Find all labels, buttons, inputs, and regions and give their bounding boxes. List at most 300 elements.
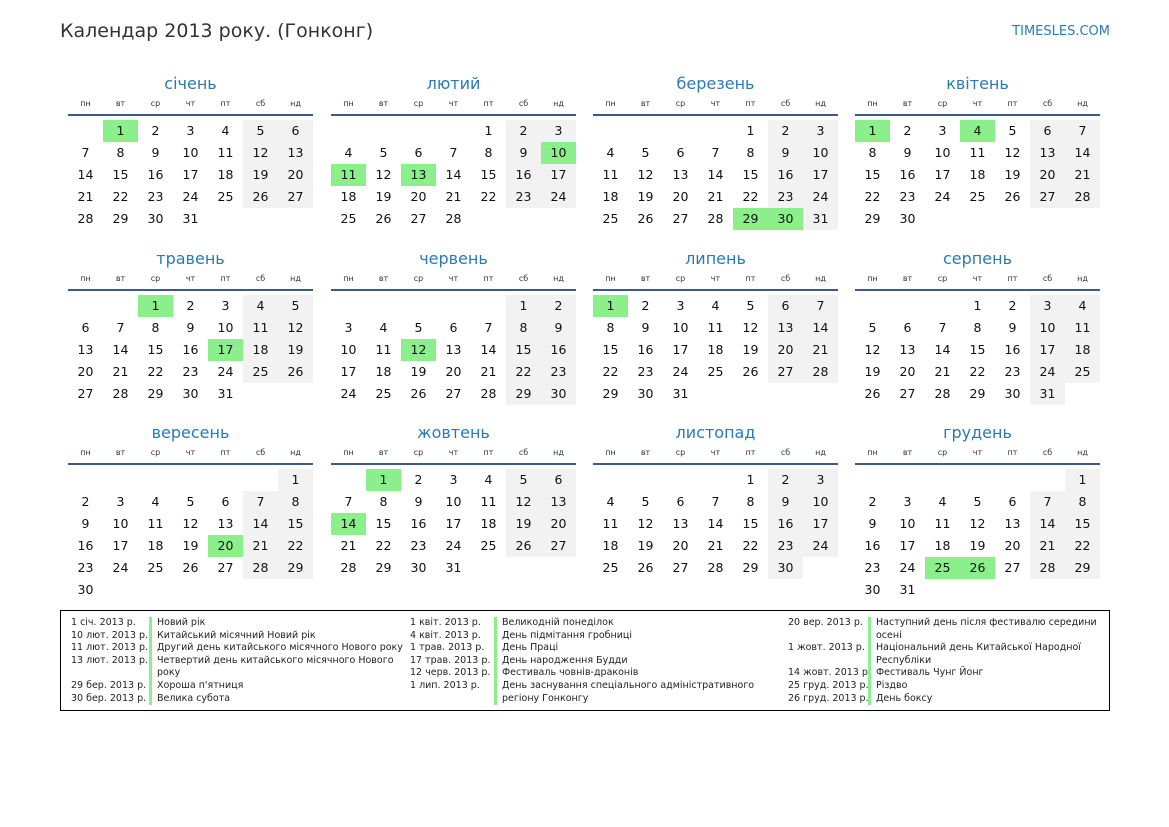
- day-cell[interactable]: 13: [77, 342, 94, 357]
- day-cell[interactable]: 28: [480, 386, 497, 401]
- day-cell[interactable]: 22: [278, 535, 313, 557]
- day-cell[interactable]: 3: [186, 123, 195, 138]
- day-cell[interactable]: 26: [278, 361, 313, 383]
- day-cell[interactable]: 23: [768, 535, 803, 557]
- holiday-day-cell[interactable]: 1: [103, 120, 138, 142]
- day-cell[interactable]: 25: [707, 364, 724, 379]
- day-cell[interactable]: 24: [899, 560, 916, 575]
- day-cell[interactable]: 4: [379, 320, 388, 335]
- day-cell[interactable]: 27: [217, 560, 234, 575]
- day-cell[interactable]: 15: [147, 342, 164, 357]
- day-cell[interactable]: 28: [707, 560, 724, 575]
- day-cell[interactable]: 9: [868, 516, 877, 531]
- day-cell[interactable]: 5: [641, 145, 650, 160]
- holiday-day-cell[interactable]: 29: [733, 208, 768, 230]
- day-cell[interactable]: 25: [243, 361, 278, 383]
- day-cell[interactable]: 9: [186, 320, 195, 335]
- day-cell[interactable]: 2: [506, 120, 541, 142]
- day-cell[interactable]: 24: [112, 560, 129, 575]
- day-cell[interactable]: 14: [934, 342, 951, 357]
- day-cell[interactable]: 8: [379, 494, 388, 509]
- day-cell[interactable]: 23: [410, 538, 427, 553]
- day-cell[interactable]: 3: [1030, 295, 1065, 317]
- day-cell[interactable]: 6: [278, 120, 313, 142]
- day-cell[interactable]: 14: [803, 317, 838, 339]
- day-cell[interactable]: 10: [934, 145, 951, 160]
- day-cell[interactable]: 20: [768, 339, 803, 361]
- day-cell[interactable]: 30: [541, 383, 576, 405]
- day-cell[interactable]: 4: [151, 494, 160, 509]
- day-cell[interactable]: 22: [742, 189, 759, 204]
- day-cell[interactable]: 14: [480, 342, 497, 357]
- day-cell[interactable]: 8: [506, 317, 541, 339]
- day-cell[interactable]: 5: [868, 320, 877, 335]
- day-cell[interactable]: 5: [379, 145, 388, 160]
- day-cell[interactable]: 14: [445, 167, 462, 182]
- day-cell[interactable]: 4: [606, 494, 615, 509]
- day-cell[interactable]: 28: [707, 211, 724, 226]
- day-cell[interactable]: 30: [410, 560, 427, 575]
- day-cell[interactable]: 19: [278, 339, 313, 361]
- day-cell[interactable]: 26: [637, 211, 654, 226]
- day-cell[interactable]: 28: [243, 557, 278, 579]
- day-cell[interactable]: 9: [506, 142, 541, 164]
- day-cell[interactable]: 12: [969, 516, 986, 531]
- day-cell[interactable]: 5: [414, 320, 423, 335]
- day-cell[interactable]: 29: [864, 211, 881, 226]
- day-cell[interactable]: 7: [711, 145, 720, 160]
- day-cell[interactable]: 24: [803, 535, 838, 557]
- day-cell[interactable]: 17: [1030, 339, 1065, 361]
- day-cell[interactable]: 17: [803, 164, 838, 186]
- day-cell[interactable]: 11: [602, 167, 619, 182]
- day-cell[interactable]: 14: [1065, 142, 1100, 164]
- day-cell[interactable]: 15: [480, 167, 497, 182]
- day-cell[interactable]: 1: [484, 123, 493, 138]
- day-cell[interactable]: 20: [1030, 164, 1065, 186]
- day-cell[interactable]: 19: [506, 513, 541, 535]
- day-cell[interactable]: 24: [182, 189, 199, 204]
- day-cell[interactable]: 6: [449, 320, 458, 335]
- holiday-day-cell[interactable]: 4: [960, 120, 995, 142]
- day-cell[interactable]: 27: [445, 386, 462, 401]
- day-cell[interactable]: 6: [414, 145, 423, 160]
- day-cell[interactable]: 19: [969, 538, 986, 553]
- holiday-day-cell[interactable]: 13: [401, 164, 436, 186]
- day-cell[interactable]: 14: [243, 513, 278, 535]
- day-cell[interactable]: 7: [116, 320, 125, 335]
- day-cell[interactable]: 3: [449, 472, 458, 487]
- day-cell[interactable]: 12: [375, 167, 392, 182]
- day-cell[interactable]: 21: [445, 189, 462, 204]
- day-cell[interactable]: 27: [410, 211, 427, 226]
- day-cell[interactable]: 22: [602, 364, 619, 379]
- day-cell[interactable]: 2: [151, 123, 160, 138]
- day-cell[interactable]: 23: [77, 560, 94, 575]
- day-cell[interactable]: 21: [480, 364, 497, 379]
- day-cell[interactable]: 8: [484, 145, 493, 160]
- day-cell[interactable]: 7: [803, 295, 838, 317]
- day-cell[interactable]: 16: [541, 339, 576, 361]
- day-cell[interactable]: 19: [1004, 167, 1021, 182]
- day-cell[interactable]: 11: [602, 516, 619, 531]
- day-cell[interactable]: 22: [969, 364, 986, 379]
- day-cell[interactable]: 4: [711, 298, 720, 313]
- day-cell[interactable]: 29: [602, 386, 619, 401]
- day-cell[interactable]: 10: [803, 491, 838, 513]
- day-cell[interactable]: 28: [934, 386, 951, 401]
- day-cell[interactable]: 21: [934, 364, 951, 379]
- day-cell[interactable]: 30: [637, 386, 654, 401]
- day-cell[interactable]: 21: [243, 535, 278, 557]
- day-cell[interactable]: 24: [340, 386, 357, 401]
- day-cell[interactable]: 30: [1004, 386, 1021, 401]
- day-cell[interactable]: 30: [147, 211, 164, 226]
- day-cell[interactable]: 20: [445, 364, 462, 379]
- day-cell[interactable]: 20: [672, 538, 689, 553]
- holiday-day-cell[interactable]: 1: [855, 120, 890, 142]
- holiday-day-cell[interactable]: 1: [138, 295, 173, 317]
- day-cell[interactable]: 10: [182, 145, 199, 160]
- day-cell[interactable]: 7: [344, 494, 353, 509]
- day-cell[interactable]: 26: [410, 386, 427, 401]
- day-cell[interactable]: 17: [934, 167, 951, 182]
- day-cell[interactable]: 26: [506, 535, 541, 557]
- day-cell[interactable]: 10: [1030, 317, 1065, 339]
- day-cell[interactable]: 19: [182, 538, 199, 553]
- day-cell[interactable]: 13: [445, 342, 462, 357]
- day-cell[interactable]: 31: [445, 560, 462, 575]
- day-cell[interactable]: 18: [243, 339, 278, 361]
- day-cell[interactable]: 10: [340, 342, 357, 357]
- day-cell[interactable]: 7: [243, 491, 278, 513]
- day-cell[interactable]: 27: [278, 186, 313, 208]
- day-cell[interactable]: 21: [707, 538, 724, 553]
- day-cell[interactable]: 31: [1030, 383, 1065, 405]
- day-cell[interactable]: 4: [344, 145, 353, 160]
- day-cell[interactable]: 13: [217, 516, 234, 531]
- day-cell[interactable]: 25: [1065, 361, 1100, 383]
- day-cell[interactable]: 24: [672, 364, 689, 379]
- day-cell[interactable]: 25: [340, 211, 357, 226]
- day-cell[interactable]: 9: [768, 491, 803, 513]
- day-cell[interactable]: 3: [676, 298, 685, 313]
- day-cell[interactable]: 6: [541, 469, 576, 491]
- holiday-day-cell[interactable]: 1: [593, 295, 628, 317]
- day-cell[interactable]: 15: [112, 167, 129, 182]
- day-cell[interactable]: 30: [864, 582, 881, 597]
- day-cell[interactable]: 24: [445, 538, 462, 553]
- day-cell[interactable]: 10: [445, 494, 462, 509]
- day-cell[interactable]: 29: [278, 557, 313, 579]
- day-cell[interactable]: 16: [768, 513, 803, 535]
- day-cell[interactable]: 26: [864, 386, 881, 401]
- day-cell[interactable]: 13: [1004, 516, 1021, 531]
- day-cell[interactable]: 27: [77, 386, 94, 401]
- day-cell[interactable]: 12: [742, 320, 759, 335]
- day-cell[interactable]: 20: [899, 364, 916, 379]
- day-cell[interactable]: 18: [217, 167, 234, 182]
- day-cell[interactable]: 20: [672, 189, 689, 204]
- day-cell[interactable]: 18: [1065, 339, 1100, 361]
- day-cell[interactable]: 18: [480, 516, 497, 531]
- holiday-day-cell[interactable]: 11: [331, 164, 366, 186]
- day-cell[interactable]: 17: [803, 513, 838, 535]
- day-cell[interactable]: 2: [903, 123, 912, 138]
- day-cell[interactable]: 9: [414, 494, 423, 509]
- day-cell[interactable]: 5: [641, 494, 650, 509]
- day-cell[interactable]: 25: [217, 189, 234, 204]
- day-cell[interactable]: 2: [768, 469, 803, 491]
- day-cell[interactable]: 9: [541, 317, 576, 339]
- day-cell[interactable]: 24: [1030, 361, 1065, 383]
- day-cell[interactable]: 16: [899, 167, 916, 182]
- day-cell[interactable]: 30: [182, 386, 199, 401]
- day-cell[interactable]: 4: [243, 295, 278, 317]
- day-cell[interactable]: 14: [707, 516, 724, 531]
- day-cell[interactable]: 14: [112, 342, 129, 357]
- day-cell[interactable]: 6: [903, 320, 912, 335]
- day-cell[interactable]: 22: [1065, 535, 1100, 557]
- day-cell[interactable]: 20: [1004, 538, 1021, 553]
- day-cell[interactable]: 23: [506, 186, 541, 208]
- day-cell[interactable]: 9: [1008, 320, 1017, 335]
- day-cell[interactable]: 15: [1065, 513, 1100, 535]
- day-cell[interactable]: 15: [375, 516, 392, 531]
- day-cell[interactable]: 26: [375, 211, 392, 226]
- day-cell[interactable]: 29: [969, 386, 986, 401]
- day-cell[interactable]: 9: [151, 145, 160, 160]
- day-cell[interactable]: 6: [1030, 120, 1065, 142]
- day-cell[interactable]: 28: [340, 560, 357, 575]
- day-cell[interactable]: 12: [637, 516, 654, 531]
- day-cell[interactable]: 5: [186, 494, 195, 509]
- day-cell[interactable]: 5: [1008, 123, 1017, 138]
- day-cell[interactable]: 28: [1065, 186, 1100, 208]
- day-cell[interactable]: 7: [449, 145, 458, 160]
- day-cell[interactable]: 26: [182, 560, 199, 575]
- day-cell[interactable]: 3: [803, 120, 838, 142]
- day-cell[interactable]: 3: [221, 298, 230, 313]
- day-cell[interactable]: 11: [147, 516, 164, 531]
- day-cell[interactable]: 23: [768, 186, 803, 208]
- day-cell[interactable]: 17: [672, 342, 689, 357]
- day-cell[interactable]: 30: [899, 211, 916, 226]
- day-cell[interactable]: 31: [217, 386, 234, 401]
- day-cell[interactable]: 23: [899, 189, 916, 204]
- day-cell[interactable]: 6: [221, 494, 230, 509]
- day-cell[interactable]: 26: [742, 364, 759, 379]
- day-cell[interactable]: 29: [375, 560, 392, 575]
- day-cell[interactable]: 30: [768, 557, 803, 579]
- day-cell[interactable]: 19: [637, 538, 654, 553]
- day-cell[interactable]: 9: [768, 142, 803, 164]
- day-cell[interactable]: 29: [742, 560, 759, 575]
- day-cell[interactable]: 8: [973, 320, 982, 335]
- day-cell[interactable]: 26: [1004, 189, 1021, 204]
- day-cell[interactable]: 6: [768, 295, 803, 317]
- day-cell[interactable]: 8: [1065, 491, 1100, 513]
- day-cell[interactable]: 1: [973, 298, 982, 313]
- day-cell[interactable]: 21: [112, 364, 129, 379]
- day-cell[interactable]: 23: [147, 189, 164, 204]
- day-cell[interactable]: 15: [864, 167, 881, 182]
- day-cell[interactable]: 28: [77, 211, 94, 226]
- day-cell[interactable]: 29: [112, 211, 129, 226]
- day-cell[interactable]: 10: [217, 320, 234, 335]
- day-cell[interactable]: 2: [186, 298, 195, 313]
- day-cell[interactable]: 13: [278, 142, 313, 164]
- day-cell[interactable]: 11: [707, 320, 724, 335]
- day-cell[interactable]: 11: [969, 145, 986, 160]
- day-cell[interactable]: 2: [541, 295, 576, 317]
- day-cell[interactable]: 9: [641, 320, 650, 335]
- day-cell[interactable]: 15: [969, 342, 986, 357]
- day-cell[interactable]: 13: [768, 317, 803, 339]
- day-cell[interactable]: 3: [803, 469, 838, 491]
- day-cell[interactable]: 12: [182, 516, 199, 531]
- day-cell[interactable]: 18: [934, 538, 951, 553]
- day-cell[interactable]: 28: [445, 211, 462, 226]
- day-cell[interactable]: 15: [506, 339, 541, 361]
- holiday-day-cell[interactable]: 26: [960, 557, 995, 579]
- day-cell[interactable]: 1: [746, 472, 755, 487]
- day-cell[interactable]: 21: [340, 538, 357, 553]
- day-cell[interactable]: 20: [410, 189, 427, 204]
- day-cell[interactable]: 12: [278, 317, 313, 339]
- day-cell[interactable]: 31: [182, 211, 199, 226]
- day-cell[interactable]: 29: [1065, 557, 1100, 579]
- day-cell[interactable]: 18: [969, 167, 986, 182]
- day-cell[interactable]: 3: [938, 123, 947, 138]
- day-cell[interactable]: 11: [480, 494, 497, 509]
- day-cell[interactable]: 25: [480, 538, 497, 553]
- day-cell[interactable]: 5: [243, 120, 278, 142]
- day-cell[interactable]: 19: [742, 342, 759, 357]
- day-cell[interactable]: 7: [711, 494, 720, 509]
- day-cell[interactable]: 2: [768, 120, 803, 142]
- day-cell[interactable]: 22: [864, 189, 881, 204]
- day-cell[interactable]: 27: [672, 560, 689, 575]
- day-cell[interactable]: 6: [1008, 494, 1017, 509]
- day-cell[interactable]: 1: [746, 123, 755, 138]
- holiday-day-cell[interactable]: 17: [208, 339, 243, 361]
- day-cell[interactable]: 13: [672, 167, 689, 182]
- holiday-day-cell[interactable]: 14: [331, 513, 366, 535]
- day-cell[interactable]: 22: [112, 189, 129, 204]
- day-cell[interactable]: 6: [676, 494, 685, 509]
- day-cell[interactable]: 3: [116, 494, 125, 509]
- day-cell[interactable]: 20: [278, 164, 313, 186]
- day-cell[interactable]: 27: [1030, 186, 1065, 208]
- day-cell[interactable]: 19: [637, 189, 654, 204]
- day-cell[interactable]: 19: [410, 364, 427, 379]
- holiday-day-cell[interactable]: 25: [925, 557, 960, 579]
- day-cell[interactable]: 27: [899, 386, 916, 401]
- day-cell[interactable]: 1: [278, 469, 313, 491]
- day-cell[interactable]: 1: [506, 295, 541, 317]
- day-cell[interactable]: 23: [864, 560, 881, 575]
- day-cell[interactable]: 16: [182, 342, 199, 357]
- day-cell[interactable]: 2: [1008, 298, 1017, 313]
- day-cell[interactable]: 2: [81, 494, 90, 509]
- day-cell[interactable]: 11: [217, 145, 234, 160]
- day-cell[interactable]: 23: [1004, 364, 1021, 379]
- day-cell[interactable]: 30: [77, 582, 94, 597]
- day-cell[interactable]: 4: [484, 472, 493, 487]
- holiday-day-cell[interactable]: 10: [541, 142, 576, 164]
- day-cell[interactable]: 13: [541, 491, 576, 513]
- day-cell[interactable]: 3: [541, 120, 576, 142]
- day-cell[interactable]: 14: [707, 167, 724, 182]
- day-cell[interactable]: 20: [541, 513, 576, 535]
- day-cell[interactable]: 27: [1004, 560, 1021, 575]
- day-cell[interactable]: 5: [973, 494, 982, 509]
- day-cell[interactable]: 13: [899, 342, 916, 357]
- day-cell[interactable]: 19: [243, 164, 278, 186]
- day-cell[interactable]: 17: [112, 538, 129, 553]
- day-cell[interactable]: 23: [541, 361, 576, 383]
- day-cell[interactable]: 15: [742, 167, 759, 182]
- holiday-day-cell[interactable]: 1: [366, 469, 401, 491]
- day-cell[interactable]: 8: [606, 320, 615, 335]
- day-cell[interactable]: 11: [1065, 317, 1100, 339]
- day-cell[interactable]: 6: [676, 145, 685, 160]
- day-cell[interactable]: 13: [1030, 142, 1065, 164]
- day-cell[interactable]: 31: [899, 582, 916, 597]
- day-cell[interactable]: 9: [903, 145, 912, 160]
- day-cell[interactable]: 18: [602, 189, 619, 204]
- day-cell[interactable]: 5: [278, 295, 313, 317]
- day-cell[interactable]: 27: [672, 211, 689, 226]
- day-cell[interactable]: 31: [672, 386, 689, 401]
- day-cell[interactable]: 2: [868, 494, 877, 509]
- day-cell[interactable]: 8: [746, 494, 755, 509]
- day-cell[interactable]: 3: [344, 320, 353, 335]
- day-cell[interactable]: 27: [541, 535, 576, 557]
- day-cell[interactable]: 12: [1004, 145, 1021, 160]
- day-cell[interactable]: 29: [147, 386, 164, 401]
- day-cell[interactable]: 24: [217, 364, 234, 379]
- day-cell[interactable]: 13: [672, 516, 689, 531]
- day-cell[interactable]: 16: [506, 164, 541, 186]
- day-cell[interactable]: 16: [410, 516, 427, 531]
- day-cell[interactable]: 5: [506, 469, 541, 491]
- day-cell[interactable]: 15: [742, 516, 759, 531]
- day-cell[interactable]: 24: [934, 189, 951, 204]
- day-cell[interactable]: 25: [375, 386, 392, 401]
- holiday-day-cell[interactable]: 30: [768, 208, 803, 230]
- day-cell[interactable]: 18: [340, 189, 357, 204]
- day-cell[interactable]: 1: [1065, 469, 1100, 491]
- day-cell[interactable]: 16: [637, 342, 654, 357]
- day-cell[interactable]: 7: [1030, 491, 1065, 513]
- day-cell[interactable]: 16: [1004, 342, 1021, 357]
- site-link[interactable]: TIMESLES.COM: [1012, 24, 1110, 39]
- day-cell[interactable]: 24: [803, 186, 838, 208]
- day-cell[interactable]: 12: [243, 142, 278, 164]
- day-cell[interactable]: 4: [1065, 295, 1100, 317]
- day-cell[interactable]: 18: [602, 538, 619, 553]
- day-cell[interactable]: 11: [375, 342, 392, 357]
- day-cell[interactable]: 8: [151, 320, 160, 335]
- day-cell[interactable]: 20: [77, 364, 94, 379]
- day-cell[interactable]: 15: [278, 513, 313, 535]
- day-cell[interactable]: 23: [182, 364, 199, 379]
- day-cell[interactable]: 17: [899, 538, 916, 553]
- day-cell[interactable]: 12: [637, 167, 654, 182]
- day-cell[interactable]: 18: [375, 364, 392, 379]
